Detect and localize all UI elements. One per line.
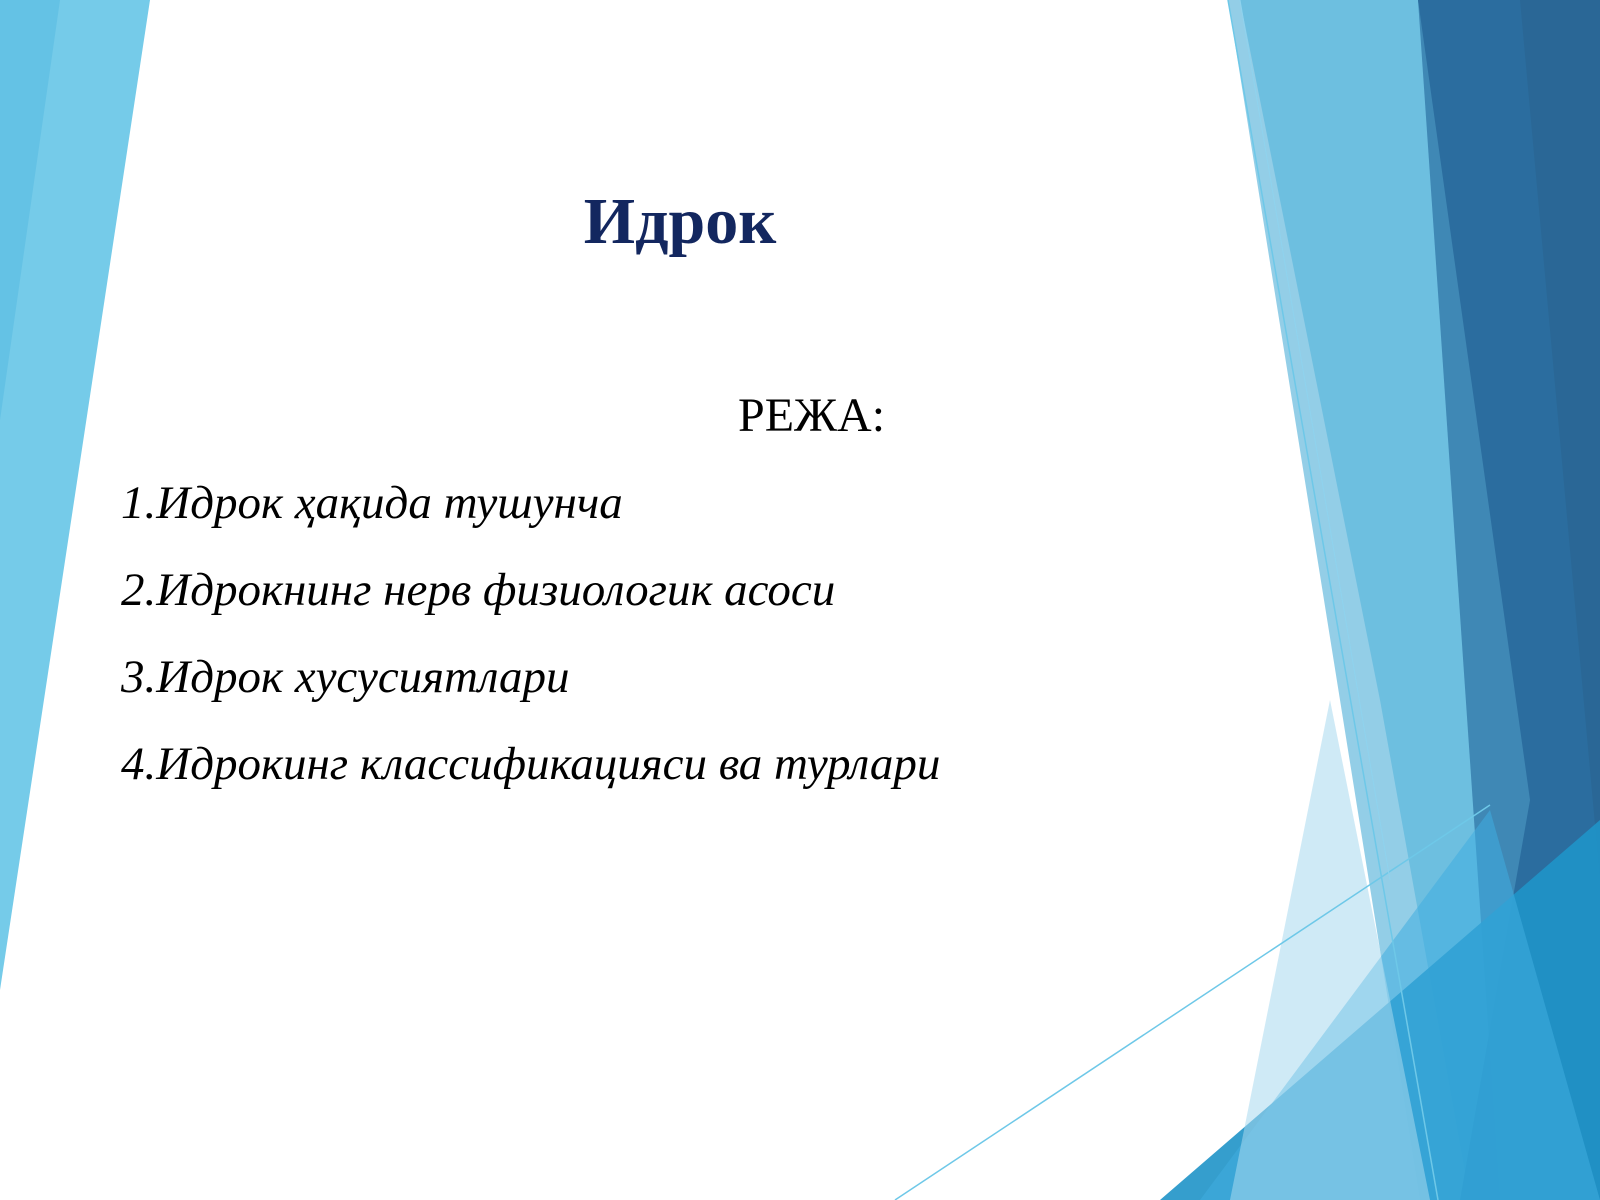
plan-item-2: 2.Идрокнинг нерв физиологик асоси — [121, 564, 836, 616]
plan-heading: РЕЖА: — [738, 389, 886, 442]
slide-title: Идрок — [583, 185, 777, 258]
plan-item-1: 1.Идрок ҳақида тушунча — [121, 477, 623, 529]
plan-item-4: 4.Идрокинг классификацияси ва турлари — [121, 738, 941, 790]
plan-list — [121, 475, 940, 823]
plan-item-3: 3.Идрок хусусиятлари — [121, 651, 570, 703]
